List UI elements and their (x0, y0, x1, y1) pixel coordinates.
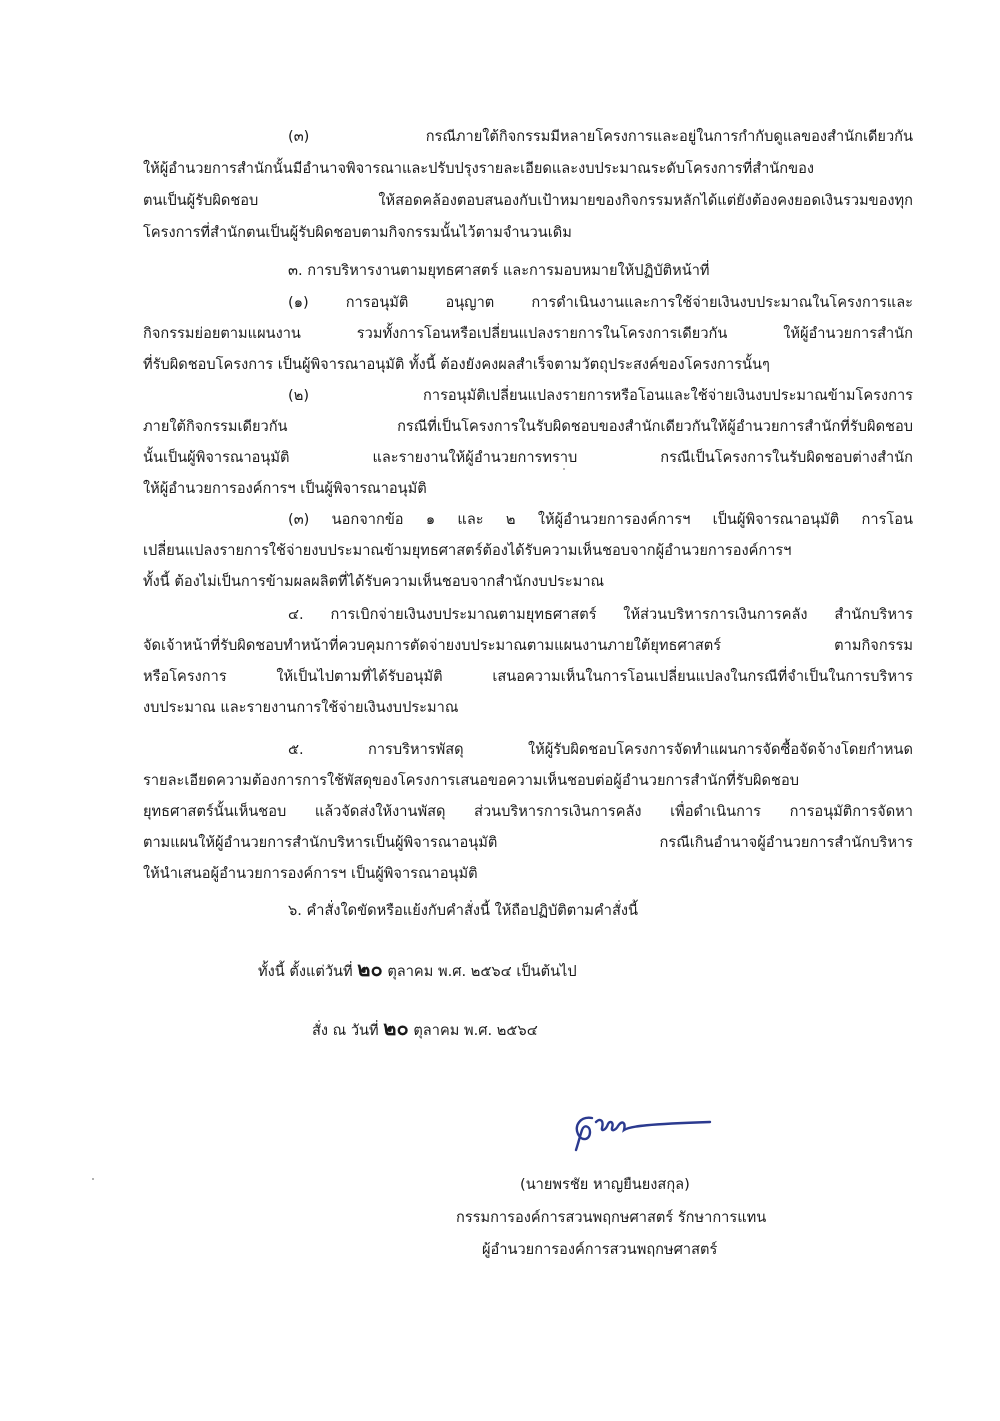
paragraph-line: ยุทธศาสตร์นั้นเห็นชอบ แล้วจัดส่งให้งานพัสดุ ส่วนบริหารการเงินการคลัง เพื่อดำเนินการ การอนุมัติการจัดหา (143, 803, 913, 820)
effective-prefix: ทั้งนี้ ตั้งแต่วันที่ (258, 963, 353, 980)
paragraph-line: ภายใต้กิจกรรมเดียวกัน กรณีที่เป็นโครงการในรับผิดชอบของสำนักเดียวกันให้ผู้อำนวยการสำนักที่รับผิดชอบ (143, 418, 913, 435)
paragraph-line: (๓) นอกจากข้อ ๑ และ ๒ ให้ผู้อำนวยการองค์การฯ เป็นผู้พิจารณาอนุมัติ การโอน (288, 511, 913, 528)
paragraph-line: (๑) การอนุมัติ อนุญาต การดำเนินงานและการใช้จ่ายเงินงบประมาณในโครงการและ (288, 294, 913, 311)
ordered-date (312, 1016, 538, 1040)
paragraph-line: (๓) กรณีภายใต้กิจกรรมมีหลายโครงการและอยู่ในการกำกับดูแลของสำนักเดียวกัน (288, 128, 913, 145)
paragraph-line: กิจกรรมย่อยตามแผนงาน รวมทั้งการโอนหรือเปลี่ยนแปลงรายการในโครงการเดียวกัน ให้ผู้อำนวยการสำนัก (143, 325, 913, 342)
scan-speck (563, 468, 565, 470)
paragraph-line: โครงการที่สำนักตนเป็นผู้รับผิดชอบตามกิจกรรมนั้นไว้ตามจำนวนเดิม (143, 224, 572, 241)
paragraph-line: ตามแผนให้ผู้อำนวยการสำนักบริหารเป็นผู้พิจารณาอนุมัติ กรณีเกินอำนาจผู้อำนวยการสำนักบริหาร (143, 834, 913, 851)
section-6-text: ๖. คำสั่งใดขัดหรือแย้งกับคำสั่งนี้ ให้ถือปฏิบัติตามคำสั่งนี้ (288, 902, 639, 919)
signer-position-line1: กรรมการองค์การสวนพฤกษศาสตร์ รักษาการแทน (456, 1209, 767, 1226)
effective-suffix: ตุลาคม พ.ศ. ๒๕๖๔ เป็นต้นไป (387, 963, 577, 980)
scan-speck (92, 1178, 94, 1180)
paragraph-line: จัดเจ้าหน้าที่รับผิดชอบทำหน้าที่ควบคุมการตัดจ่ายงบประมาณตามแผนงานภายใต้ยุทธศาสตร์ ตามกิจกรรม (143, 637, 913, 654)
paragraph-line: ทั้งนี้ ต้องไม่เป็นการข้ามผลผลิตที่ได้รับความเห็นชอบจากสำนักงบประมาณ (143, 573, 605, 590)
paragraph-line: นั้นเป็นผู้พิจารณาอนุมัติ และรายงานให้ผู้อำนวยการทราบ กรณีเป็นโครงการในรับผิดชอบต่างสำนัก (143, 449, 913, 466)
paragraph-line: ที่รับผิดชอบโครงการ เป็นผู้พิจารณาอนุมัติ ทั้งนี้ ต้องยังคงผลสำเร็จตามวัตถุประสงค์ของโครงการนั้นๆ (143, 356, 770, 373)
paragraph-line: หรือโครงการ ให้เป็นไปตามที่ได้รับอนุมัติ เสนอความเห็นในการโอนเปลี่ยนแปลงในกรณีที่จำเป็นในการบริหาร (143, 668, 913, 685)
paragraph-line: งบประมาณ และรายงานการใช้จ่ายเงินงบประมาณ (143, 699, 459, 716)
paragraph-line: ให้ผู้อำนวยการองค์การฯ เป็นผู้พิจารณาอนุมัติ (143, 480, 427, 497)
ordered-suffix: ตุลาคม พ.ศ. ๒๕๖๔ (413, 1022, 538, 1039)
paragraph-line: ตนเป็นผู้รับผิดชอบ ให้สอดคล้องตอบสนองกับเป้าหมายของกิจกรรมหลักได้แต่ยังต้องคงยอดเงินรวมของทุก (143, 192, 913, 209)
paragraph-line: ๕. การบริหารพัสดุ ให้ผู้รับผิดชอบโครงการจัดทำแผนการจัดซื้อจัดจ้างโดยกำหนด (288, 741, 913, 758)
ordered-day: ๒๐ (383, 1016, 409, 1040)
paragraph-line: ๔. การเบิกจ่ายเงินงบประมาณตามยุทธศาสตร์ ให้ส่วนบริหารการเงินการคลัง สำนักบริหาร (288, 606, 913, 623)
signature-image (560, 1100, 720, 1160)
paragraph-line: รายละเอียดความต้องการการใช้พัสดุของโครงการเสนอขอความเห็นชอบต่อผู้อำนวยการสำนักที่รับผิดชอบ (143, 772, 799, 789)
signer-name: (นายพรชัย หาญยืนยงสกุล) (520, 1176, 690, 1193)
signer-position-line2: ผู้อำนวยการองค์การสวนพฤกษศาสตร์ (482, 1241, 718, 1258)
section-3-heading: ๓. การบริหารงานตามยุทธศาสตร์ และการมอบหมายให้ปฏิบัติหน้าที่ (288, 262, 710, 279)
effective-date (258, 957, 577, 981)
paragraph-line: (๒) การอนุมัติเปลี่ยนแปลงรายการหรือโอนและใช้จ่ายเงินงบประมาณข้ามโครงการ (288, 387, 913, 404)
ordered-prefix: สั่ง ณ วันที่ (312, 1022, 379, 1039)
paragraph-line: ให้นำเสนอผู้อำนวยการองค์การฯ เป็นผู้พิจารณาอนุมัติ (143, 865, 478, 882)
paragraph-line: ให้ผู้อำนวยการสำนักนั้นมีอำนาจพิจารณาและปรับปรุงรายละเอียดและงบประมาณระดับโครงการที่สำนักของ (143, 160, 815, 177)
effective-day: ๒๐ (357, 957, 383, 981)
signature-scribble (560, 1100, 720, 1160)
paragraph-line: เปลี่ยนแปลงรายการใช้จ่ายงบประมาณข้ามยุทธศาสตร์ต้องได้รับความเห็นชอบจากผู้อำนวยการองค์การฯ (143, 542, 792, 559)
